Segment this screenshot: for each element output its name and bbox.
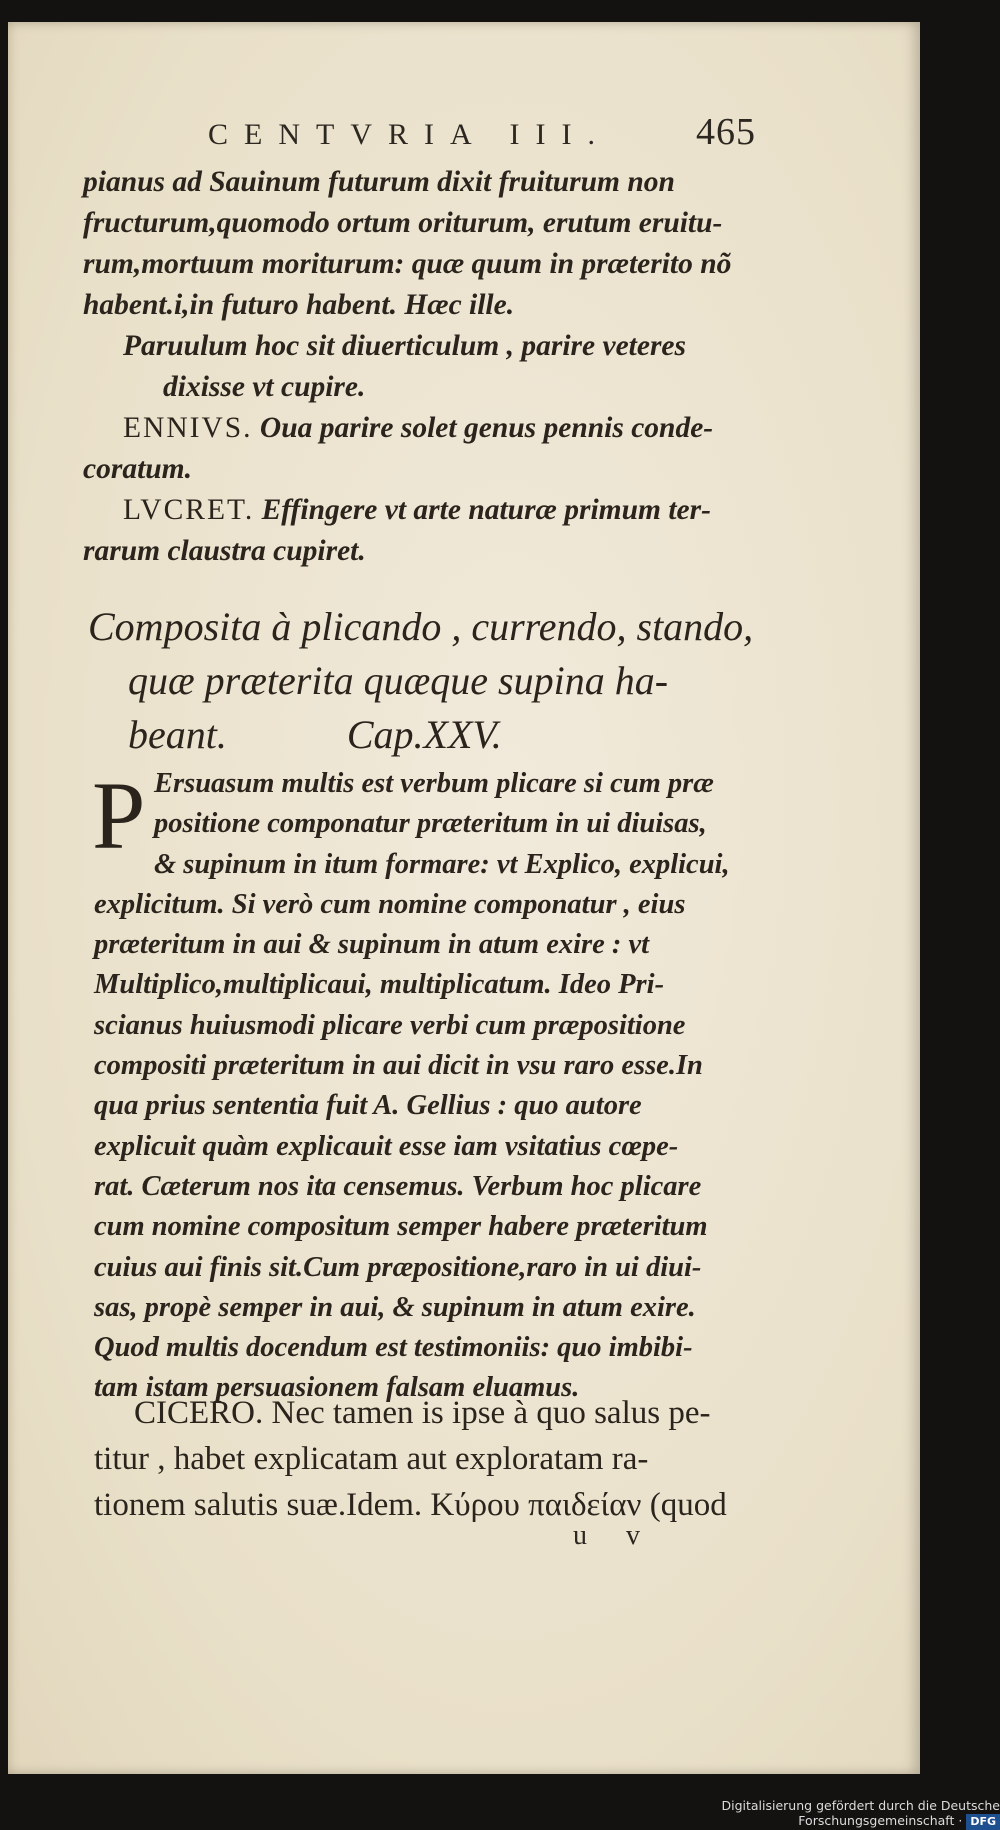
page-number: 465 (696, 111, 756, 153)
text-line: Quod multis docendum est testimoniis: quo imbibi- (94, 1332, 693, 1364)
text-line: cum nomine compositum semper habere præteritum (94, 1211, 708, 1243)
author-name: LVCRET. (123, 494, 255, 526)
text-line: pianus ad Sauinum futurum dixit fruiturum non (83, 166, 675, 198)
text-line: rum,mortuum moriturum: quæ quum in præterito nõ (83, 248, 732, 280)
text-line: cuius aui finis sit.Cum præpositione,raro in ui diui- (94, 1251, 702, 1283)
text-line: CICERO. Nec tamen is ipse à quo salus pe- (134, 1395, 711, 1431)
heading-line: quæ præterita quæque supina ha- (128, 658, 669, 703)
digitization-credit (580, 1798, 1000, 1828)
ennius-line (83, 408, 775, 449)
text-line: Paruulum hoc sit diuerticulum , parire veteres (123, 330, 687, 362)
text-line: positione componatur præteritum in ui diuisas, (154, 808, 707, 840)
heading-line: beant. Cap.XXV. (128, 712, 502, 757)
chapter-heading (88, 600, 788, 762)
quote-text: Oua parire solet genus pennis conde- (259, 412, 714, 444)
book-page (8, 22, 920, 1774)
text-line: Ersuasum multis est verbum plicare si cum præ (154, 768, 714, 799)
cicero-passage (94, 1390, 794, 1528)
text-line: sas, propè semper in aui, & supinum in atum exire. (94, 1291, 696, 1323)
running-head-title: CENTVRIA III. (208, 118, 611, 151)
text-line: rat. Cæterum nos ita censemus. Verbum hoc plicare (94, 1170, 702, 1202)
lucret-line (83, 490, 775, 531)
top-text-block (83, 162, 775, 572)
signature-mark: u v (573, 1520, 656, 1551)
text-line: præteritum in aui & supinum in atum exire : vt (94, 929, 650, 961)
text-line: compositi præteritum in aui dicit in vsu raro esse.In (94, 1050, 703, 1082)
text-line: tionem salutis suæ.Idem. Κύρου παιδείαν (quod (94, 1487, 727, 1523)
text-line: tam istam persuasionem falsam eluamus. (94, 1372, 580, 1404)
text-line: rarum claustra cupiret. (83, 535, 366, 567)
text-line: & supinum in itum formare: vt Explico, explicui, (154, 848, 730, 880)
text-line: habent.i,in futuro habent. Hæc ille. (83, 289, 515, 321)
running-head (8, 94, 920, 153)
author-name: ENNIVS. (123, 412, 253, 444)
text-line: qua prius sententia fuit A. Gellius : quo autore (94, 1090, 642, 1122)
text-line: Multiplico,multiplicaui, multiplicatum. Ideo Pri- (94, 969, 665, 1001)
text-line: fructurum,quomodo ortum oriturum, erutum eruitu- (83, 207, 723, 239)
text-line: coratum. (83, 453, 192, 485)
quote-text: Effingere vt arte naturæ primum ter- (261, 494, 711, 526)
dfg-logo: DFG (966, 1814, 1000, 1830)
heading-line: Composita à plicando , currendo, stando, (88, 604, 754, 649)
text-line: explicitum. Si verò cum nomine componatur , eius (94, 888, 686, 920)
text-line: explicuit quàm explicauit esse iam vsitatius cœpe- (94, 1130, 679, 1162)
credit-text: Digitalisierung gefördert durch die Deutsche Forschungsgemeinschaft · (721, 1798, 1000, 1828)
text-line: dixisse vt cupire. (163, 371, 366, 403)
text-line: scianus huiusmodi plicare verbi cum præpositione (94, 1009, 686, 1041)
drop-cap: P (92, 762, 146, 869)
chapter-body (94, 764, 774, 1409)
text-line: titur , habet explicatam aut exploratam ra- (94, 1441, 649, 1477)
